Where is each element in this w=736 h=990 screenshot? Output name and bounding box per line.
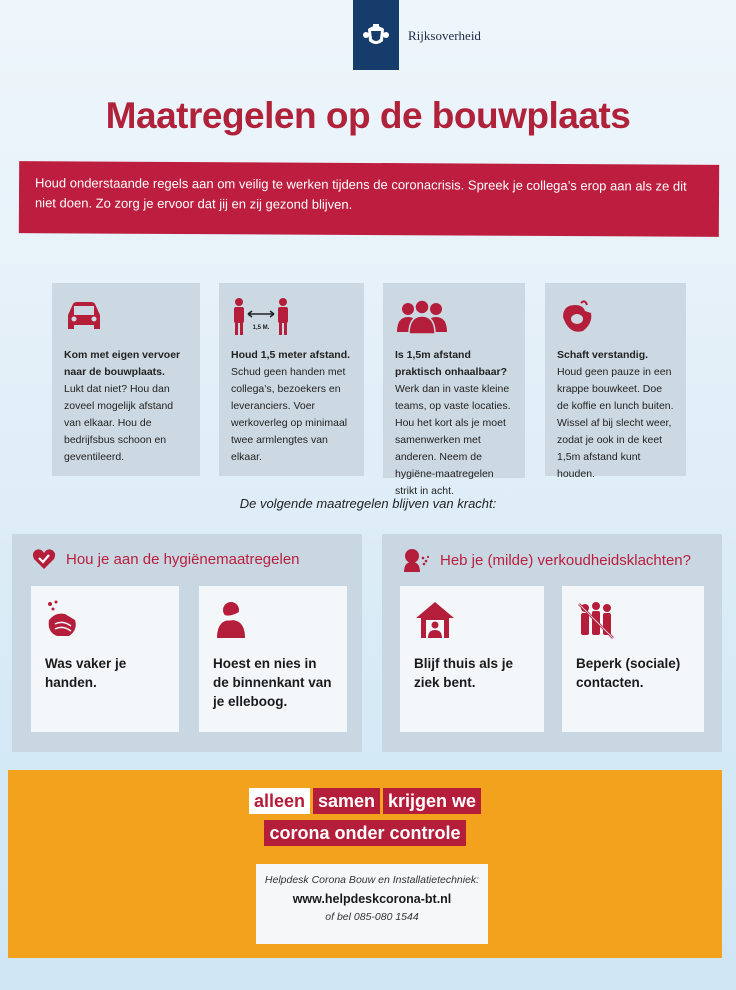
slogan-line-1: [8, 788, 722, 814]
slogan-block: [8, 770, 722, 958]
panel-symptoms: [382, 534, 722, 752]
slogan-word: alleen: [249, 788, 310, 814]
tile-stay-home: [400, 586, 544, 732]
panel-heading: [402, 548, 691, 572]
helpdesk-title: Helpdesk Corona Bouw en Installatietechniek:: [264, 874, 480, 886]
panel-hygiene: [12, 534, 362, 752]
page-title: Maatregelen op de bouwplaats: [105, 95, 631, 136]
slogan-word: corona onder controle: [264, 820, 465, 846]
panel-heading-text: Hou je aan de hygiënemaatregelen: [66, 550, 300, 568]
helpdesk-phone: of bel 085-080 1544: [325, 911, 419, 923]
intro-banner: Houd onderstaande regels aan om veilig te werken tijdens de coronacrisis. Spreek je collega’s erop aan als ze dit niet doen. Zo zorg je ervoor dat jij en zij gezond blijven.: [19, 161, 719, 237]
panel-heading: [32, 548, 300, 570]
card-body: Schud geen handen met collega’s, bezoekers en leveranciers. Voer werkoverleg op minimaal twee armlengtes van elkaar.: [231, 366, 348, 463]
heart-check-icon: [32, 548, 56, 570]
subheading: De volgende maatregelen blijven van kracht:: [239, 496, 497, 511]
tile-label: Blijf thuis als je ziek bent.: [414, 656, 514, 690]
tile-wash-hands: [31, 586, 179, 732]
card-transport: [52, 283, 200, 476]
tile-label: Hoest en nies in de binnenkant van je elleboog.: [213, 656, 332, 709]
tile-label: Was vaker je handen.: [45, 656, 127, 690]
tile-cough: [199, 586, 347, 732]
card-body: Werk dan in vaste kleine teams, op vaste locaties. Hou het kort als je moet samenwerken met anderen. Neem de hygiëne-maatregelen strikt in acht.: [395, 383, 511, 497]
helpdesk-box: [256, 864, 488, 944]
card-title: Is 1,5m afstand praktisch onhaalbaar?: [395, 349, 508, 378]
hand-wash-icon: [45, 600, 79, 640]
sneeze-icon: [402, 548, 430, 572]
no-crowd-icon: [576, 600, 616, 640]
crest-icon: [360, 19, 392, 51]
food-icon: [557, 299, 597, 335]
card-body: Houd geen pauze in een krappe bouwkeet. Doe de koffie en lunch buiten. Wissel af bij slecht weer, zodat je ook in de keet 1,5m afstand kunt houden.: [557, 366, 674, 480]
cough-elbow-icon: [213, 600, 247, 640]
card-title: Kom met eigen vervoer naar de bouwplaats.: [64, 349, 181, 378]
slogan-line-2: [8, 820, 722, 846]
slogan-word: samen: [313, 788, 380, 814]
distance-icon: [231, 297, 291, 337]
card-lunch: [545, 283, 686, 480]
tile-label: Beperk (sociale) contacten.: [576, 656, 681, 690]
card-title: Houd 1,5 meter afstand.: [231, 349, 351, 361]
tile-limit-contacts: [562, 586, 704, 732]
distance-label: 1,5 M.: [252, 325, 270, 331]
slogan-word: krijgen we: [383, 788, 481, 814]
panel-heading-text: Heb je (milde) verkoudheidsklachten?: [440, 551, 691, 569]
rijksoverheid-logo: [353, 0, 399, 70]
card-title: Schaft verstandig.: [557, 349, 649, 361]
card-body: Lukt dat niet? Hou dan zoveel mogelijk afstand van elkaar. Hou de bedrijfsbus schoon en geventileerd.: [64, 383, 174, 463]
helpdesk-url[interactable]: www.helpdeskcorona-bt.nl: [292, 892, 452, 906]
home-icon: [414, 600, 456, 640]
group-icon: [395, 300, 449, 334]
car-icon: [64, 299, 104, 335]
org-name: Rijksoverheid: [408, 28, 481, 43]
card-teams: [383, 283, 525, 497]
card-distance: [219, 283, 364, 476]
